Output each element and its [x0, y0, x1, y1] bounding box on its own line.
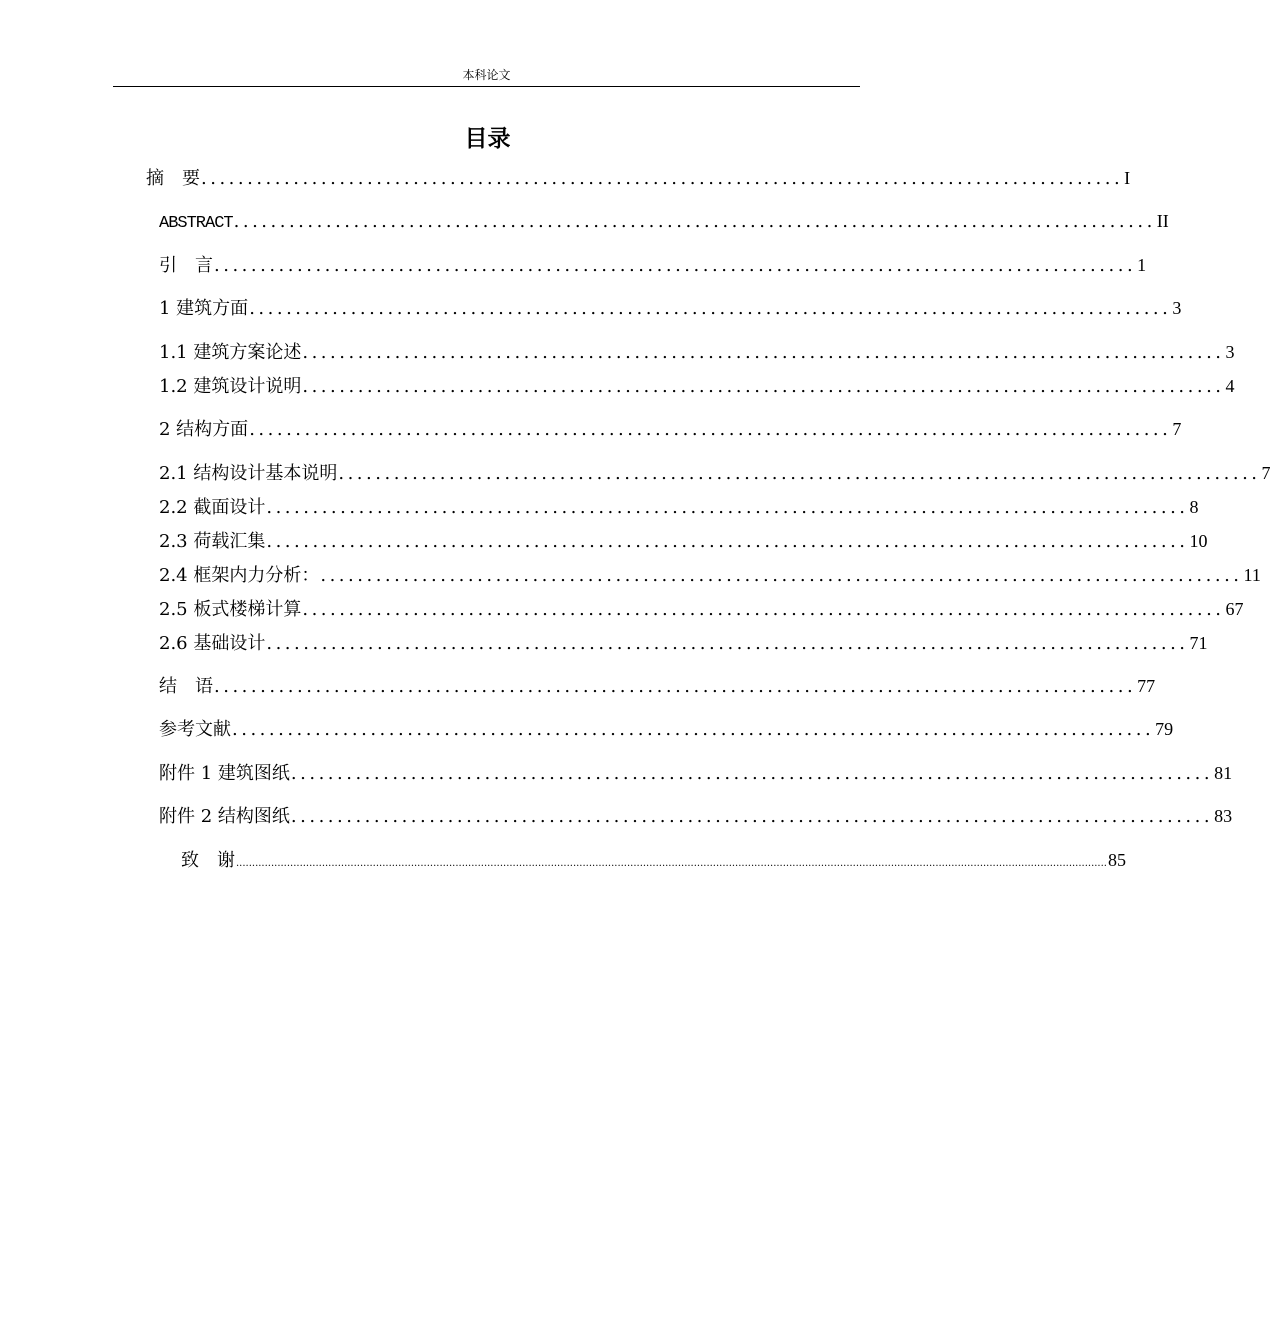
toc-entry-label: 2.3 荷载汇集	[159, 531, 266, 552]
toc-entry-label: 1.1 建筑方案论述	[159, 342, 302, 363]
toc-entry-chapter-1[interactable]	[159, 295, 1182, 321]
toc-leader: ....................................................................................................	[214, 255, 1137, 276]
toc-entry-page: 11	[1243, 565, 1261, 585]
toc-entry-label: 结 语	[159, 676, 213, 697]
toc-entry-abstract-cn[interactable]	[146, 165, 1131, 191]
toc-leader: ....................................................................................................	[302, 376, 1225, 397]
toc-entry-label: 附件 2 结构图纸	[159, 806, 290, 827]
toc-entry-page: 3	[1225, 342, 1235, 362]
toc-entry-abstract-en[interactable]	[159, 208, 1169, 234]
toc-entry-appendix-1[interactable]	[159, 760, 1233, 786]
toc-entry-introduction[interactable]	[159, 252, 1147, 278]
toc-entry-label: ABSTRACT	[159, 214, 233, 233]
toc-entry-label: 2.1 结构设计基本说明	[159, 463, 338, 484]
toc-entry-label: 引 言	[159, 255, 213, 276]
toc-entry-page: 7	[1261, 463, 1271, 483]
toc-entry-appendix-2[interactable]	[159, 803, 1233, 829]
toc-leader: ....................................................................................................	[266, 497, 1189, 518]
toc-leader: ....................................................................................................	[266, 633, 1189, 654]
toc-entry-chapter-2[interactable]	[159, 416, 1182, 442]
toc-entry-page: 1	[1137, 255, 1147, 275]
toc-entry-page: 81	[1214, 763, 1233, 783]
toc-entry-page: 67	[1225, 599, 1244, 619]
toc-leader: ....................................................................................................	[214, 676, 1137, 697]
toc-leader: ....................................................................................................	[266, 531, 1189, 552]
toc-entry-label: 参考文献	[159, 719, 231, 740]
toc-entry-section-1-2[interactable]	[159, 373, 1235, 399]
toc-entry-page: 83	[1214, 806, 1233, 826]
toc-entry-label: 2.2 截面设计	[159, 497, 266, 518]
toc-entry-page: 7	[1172, 419, 1182, 439]
toc-leader: ..................................................................................................................................................................................................................................................................................	[236, 858, 1107, 869]
toc-entry-section-2-4[interactable]	[159, 562, 1261, 588]
toc-entry-section-2-2[interactable]	[159, 494, 1199, 520]
toc-entry-section-1-1[interactable]	[159, 339, 1235, 365]
toc-entry-label: 附件 1 建筑图纸	[159, 763, 290, 784]
toc-entry-conclusion[interactable]	[159, 673, 1156, 699]
toc-entry-label: 1.2 建筑设计说明	[159, 376, 302, 397]
toc-entry-page: 4	[1225, 376, 1235, 396]
toc-entry-references[interactable]	[159, 716, 1174, 742]
toc-entry-page: 79	[1155, 719, 1174, 739]
toc-entry-page: 71	[1189, 633, 1208, 653]
toc-entry-page: 3	[1172, 298, 1182, 318]
toc-entry-label: 2.6 基础设计	[159, 633, 266, 654]
toc-entry-label: 致 谢	[181, 850, 235, 871]
toc-entry-section-2-6[interactable]	[159, 630, 1208, 656]
toc-leader: ....................................................................................................	[290, 806, 1214, 827]
toc-leader: ....................................................................................................	[320, 565, 1243, 586]
toc-entry-label: 1 建筑方面	[159, 298, 249, 319]
toc-leader: ....................................................................................................	[233, 211, 1156, 232]
toc-entry-page: 8	[1189, 497, 1199, 517]
page-header	[113, 66, 860, 87]
toc-entry-label: 2 结构方面	[159, 419, 249, 440]
toc-entry-label: 2.5 板式楼梯计算	[159, 599, 302, 620]
toc-entry-page: 85	[1107, 850, 1126, 870]
toc-entry-section-2-1[interactable]	[159, 460, 1271, 486]
toc-entry-section-2-3[interactable]	[159, 528, 1208, 554]
toc-entry-page: I	[1124, 168, 1131, 188]
toc-leader: ....................................................................................................	[232, 719, 1155, 740]
toc-entry-label: 摘 要	[146, 168, 200, 189]
toc-entry-page: 10	[1189, 531, 1208, 551]
toc-leader: ....................................................................................................	[249, 298, 1172, 319]
toc-leader: ....................................................................................................	[249, 419, 1172, 440]
toc-title: 目录	[464, 126, 511, 152]
toc-leader: ....................................................................................................	[302, 342, 1225, 363]
toc-leader: ....................................................................................................	[201, 168, 1124, 189]
toc-entry-label: 2.4 框架内力分析：	[159, 565, 320, 586]
toc-entry-page: II	[1156, 211, 1169, 231]
header-text: 本科论文	[462, 68, 511, 82]
toc-entry-acknowledgements[interactable]	[181, 847, 1126, 873]
toc-leader: ....................................................................................................	[290, 763, 1214, 784]
toc-leader: ....................................................................................................	[302, 599, 1225, 620]
toc-entry-page: 77	[1137, 676, 1156, 696]
toc-entry-section-2-5[interactable]	[159, 596, 1244, 622]
toc-leader: ....................................................................................................	[338, 463, 1261, 484]
